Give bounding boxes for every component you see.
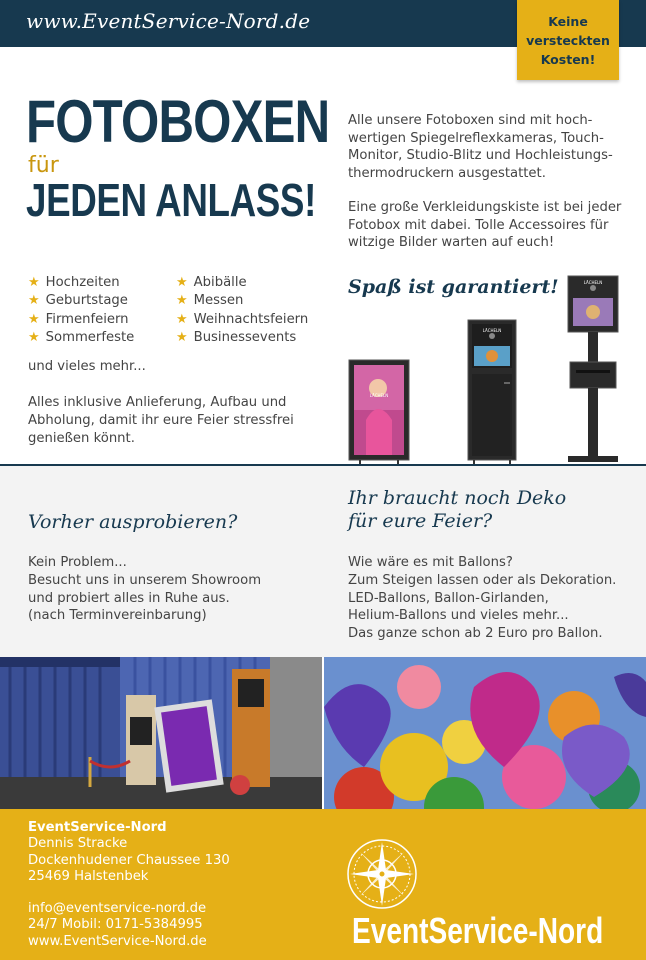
footer-city: 25469 Halstenbek	[28, 869, 149, 885]
deko-line: LED-Ballons, Ballon-Girlanden,	[348, 590, 549, 606]
star-icon: ★	[176, 329, 188, 345]
intro-paragraph-1: Alle unsere Fotoboxen sind mit hoch-wertigen Spiegelreflexkameras, Touch-Monitor, Studio-Blitz und Hochleistungs-thermodruckern ausgestattet.	[348, 113, 613, 181]
list-item: ★ Weihnachtsfeiern	[176, 311, 309, 327]
deko-line: Zum Steigen lassen oder als Dekoration.	[348, 572, 617, 588]
delivery-text: Alles inklusive Anlieferung, Aufbau und Abholung, damit ihr eure Feier stressfrei genießen könnt.	[28, 395, 294, 446]
headline-jeden-anlass: JEDEN ANLASS!	[26, 174, 316, 226]
deko-line: Wie wäre es mit Ballons?	[348, 555, 513, 570]
star-icon: ★	[28, 311, 40, 327]
star-icon: ★	[28, 293, 40, 309]
list-item: ★ Businessevents	[176, 329, 297, 345]
deko-heading	[348, 487, 638, 533]
fun-guaranteed-heading: Spaß ist garantiert!	[348, 276, 559, 298]
footer-email-link[interactable]: info@eventservice-nord.de	[28, 901, 207, 916]
footer-website-link[interactable]: www.EventService-Nord.de	[28, 933, 207, 949]
deko-text	[348, 554, 643, 643]
list-item: ★ Hochzeiten	[28, 275, 120, 290]
star-icon: ★	[176, 293, 188, 309]
tryout-line: Besucht uns in unserem Showroom	[28, 572, 262, 588]
deko-line: Helium-Ballons und vieles mehr...	[348, 608, 569, 624]
no-hidden-costs-badge: Keine versteckten Kosten!	[517, 0, 619, 80]
showroom-photo-illustration	[0, 657, 322, 809]
tryout-heading: Vorher ausprobieren?	[28, 511, 238, 533]
photobox-pole-illustration	[568, 276, 618, 462]
footer-brand-logo: EventService-Nord	[352, 910, 604, 951]
occasions-column-1	[28, 274, 134, 347]
balloons-photo-illustration	[324, 657, 646, 809]
headline-fotoboxen: FOTOBOXEN	[26, 88, 330, 155]
header-website-url[interactable]: www.EventService-Nord.de	[26, 9, 311, 33]
tryout-line: und probiert alles in Ruhe aus.	[28, 590, 230, 606]
list-item: ★ Messen	[176, 293, 244, 309]
showroom-photo	[0, 657, 322, 809]
tower-screen-label: LÄCHELN	[482, 328, 502, 333]
tryout-line: Kein Problem...	[28, 555, 127, 570]
deko-heading-line-2: für eure Feier?	[348, 510, 493, 532]
deko-heading-line-1: Ihr braucht noch Deko	[348, 487, 567, 509]
list-item: ★ Firmenfeiern	[28, 311, 129, 327]
footer-name: Dennis Stracke	[28, 836, 128, 852]
tryout-line: (nach Terminvereinbarung)	[28, 608, 207, 624]
occasions-column-2	[176, 274, 308, 347]
list-item: ★ Abibälle	[176, 275, 247, 290]
star-icon: ★	[176, 275, 188, 290]
photobox-mirror-illustration	[349, 360, 409, 464]
and-more-text: und vieles mehr...	[28, 359, 146, 374]
deko-line: Das ganze schon ab 2 Euro pro Ballon.	[348, 626, 603, 642]
compass-logo-icon	[344, 836, 420, 912]
photobox-tower-illustration	[468, 320, 516, 464]
list-item: ★ Geburtstage	[28, 293, 128, 309]
footer-contact	[28, 901, 207, 950]
list-item: ★ Sommerfeste	[28, 329, 135, 345]
balloons-photo	[324, 657, 646, 809]
star-icon: ★	[28, 329, 40, 345]
star-icon: ★	[28, 275, 40, 290]
headline-fuer: für	[28, 153, 59, 178]
mirror-screen-label: LÄCHELN	[369, 393, 389, 398]
star-icon: ★	[176, 311, 188, 327]
intro-text	[348, 112, 633, 269]
tryout-text	[28, 554, 318, 625]
footer-address	[28, 820, 230, 886]
footer-phone[interactable]: 24/7 Mobil: 0171-5384995	[28, 917, 203, 933]
pole-screen-label: LÄCHELN	[583, 280, 603, 285]
footer-street: Dockenhudener Chaussee 130	[28, 852, 230, 868]
intro-paragraph-2: Eine große Verkleidungskiste ist bei jeder Fotobox mit dabei. Tolle Accessoires für witzige Bilder warten auf euch!	[348, 200, 622, 250]
footer-company: EventService-Nord	[28, 820, 167, 835]
photobox-illustrations	[340, 270, 640, 466]
